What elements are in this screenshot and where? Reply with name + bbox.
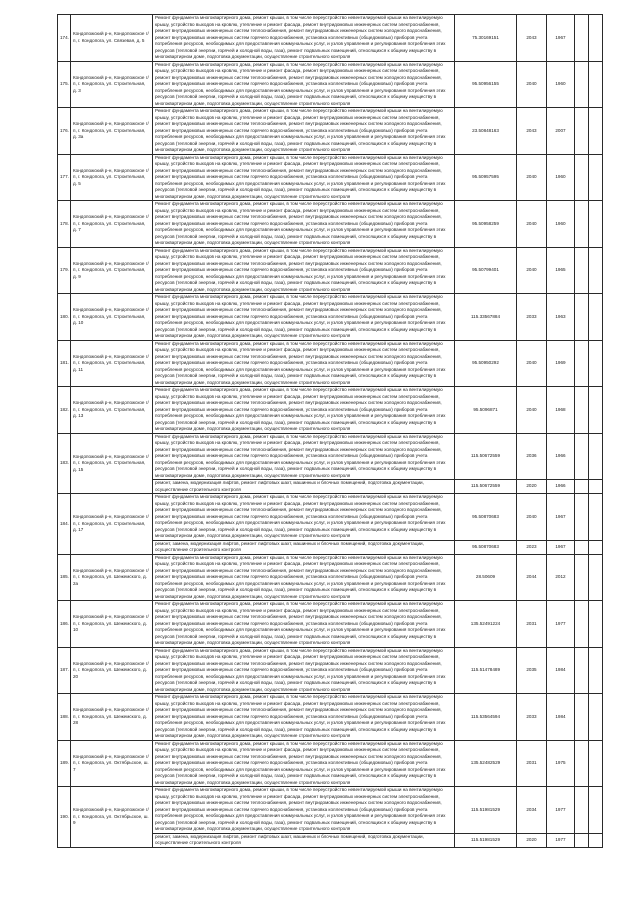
row-empty-cell bbox=[575, 294, 589, 341]
row-year-planned: 2034 bbox=[517, 787, 547, 834]
row-cost: 95.50799401 bbox=[455, 247, 517, 294]
table-row bbox=[58, 554, 603, 601]
row-cost: 115.50672559 bbox=[455, 433, 517, 480]
row-year-planned: 2031 bbox=[517, 601, 547, 648]
row-empty-cell bbox=[575, 61, 589, 108]
row-empty-cell bbox=[575, 787, 589, 834]
table-row bbox=[58, 387, 603, 434]
row-year-planned: 2033 bbox=[517, 694, 547, 741]
subrow-work-description: ремонт, замена, модернизация лифтов, ремонт лифтовых шахт, машинных и блочных помещений, подготовка документации, осуществление строительного контроля bbox=[153, 540, 455, 554]
row-address: Кондопожский р-н, Кондопожское г/п, г. Кондопога, ул. Строительная, д. 11 bbox=[71, 340, 153, 387]
table-row bbox=[58, 494, 603, 541]
subrow-year-built: 1967 bbox=[547, 540, 575, 554]
table-row bbox=[58, 154, 603, 201]
row-work-description: Ремонт фундамента многоквартирного дома, ремонт крыши, в том числе переустройство невентилируемой крыши на вентилируемую крышу, устройство выходов на кровлю, утепление и ремонт фасада, ремонт внутридомовых инженерных систем электроснабжения, ремонт внутридомовых инженерных систем теплоснабжения, ремонт внутридомовых инженерных систем холодного водоснабжения, ремонт внутридомовых инженерных систем горячего водоснабжения, установка коллективных (общедомовых) приборов учета потребления ресурсов, необходимых для предоставления коммунальных услуг, и узлов управления и регулирования потребления этих ресурсов (тепловой энергии, горячей и холодной воды, газа), ремонт подвальных помещений, относящихся к общему имуществу в многоквартирном доме, подготовка документации, осуществление строительного контроля bbox=[153, 340, 455, 387]
row-empty-cell bbox=[575, 247, 589, 294]
row-address: Кондопожский р-н, Кондопожское г/п, г. Кондопога, ул. Строительная, д. 3а bbox=[71, 108, 153, 155]
table-row bbox=[58, 294, 603, 341]
row-address: Кондопожский р-н, Кондопожское г/п, г. Кондопога, ул. Шежемского, д. 10 bbox=[71, 601, 153, 648]
row-empty-cell bbox=[589, 61, 603, 108]
subrow-work-description: ремонт, замена, модернизация лифтов, ремонт лифтовых шахт, машинных и блочных помещений, подготовка документации, осуществление строительного контроля bbox=[153, 480, 455, 494]
row-work-description: Ремонт фундамента многоквартирного дома, ремонт крыши, в том числе переустройство невентилируемой крыши на вентилируемую крышу, устройство выходов на кровлю, утепление и ремонт фасада, ремонт внутридомовых инженерных систем электроснабжения, ремонт внутридомовых инженерных систем теплоснабжения, ремонт внутридомовых инженерных систем холодного водоснабжения, ремонт внутридомовых инженерных систем горячего водоснабжения, установка коллективных (общедомовых) приборов учета потребления ресурсов, необходимых для предоставления коммунальных услуг, и узлов управления и регулирования потребления этих ресурсов (тепловой энергии, горячей и холодной воды, газа), ремонт подвальных помещений, относящихся к общему имуществу в многоквартирном доме, подготовка документации, осуществление строительного контроля bbox=[153, 647, 455, 694]
row-work-description: Ремонт фундамента многоквартирного дома, ремонт крыши, в том числе переустройство невентилируемой крыши на вентилируемую крышу, устройство выходов на кровлю, утепление и ремонт фасада, ремонт внутридомовых инженерных систем электроснабжения, ремонт внутридомовых инженерных систем теплоснабжения, ремонт внутридомовых инженерных систем холодного водоснабжения, ремонт внутридомовых инженерных систем горячего водоснабжения, установка коллективных (общедомовых) приборов учета потребления ресурсов, необходимых для предоставления коммунальных услуг, и узлов управления и регулирования потребления этих ресурсов (тепловой энергии, горячей и холодной воды, газа), ремонт подвальных помещений, относящихся к общему имуществу в многоквартирном доме, подготовка документации, осуществление строительного контроля bbox=[153, 154, 455, 201]
subrow-empty-cell bbox=[589, 540, 603, 554]
row-empty-cell bbox=[589, 694, 603, 741]
table-row bbox=[58, 787, 603, 834]
row-empty-cell bbox=[589, 108, 603, 155]
row-address: Кондопожский р-н, Кондопожское г/п, г. Кондопога, ул. Строительная, д. 9 bbox=[71, 247, 153, 294]
subrow-work-description: ремонт, замена, модернизация лифтов, ремонт лифтовых шахт, машинных и блочных помещений, подготовка документации, осуществление строительного контроля bbox=[153, 833, 455, 847]
row-empty-cell bbox=[575, 740, 589, 787]
row-cost: 135.52491224 bbox=[455, 601, 517, 648]
row-empty-cell bbox=[575, 494, 589, 541]
row-number: 175. bbox=[58, 61, 71, 108]
row-number: 176. bbox=[58, 108, 71, 155]
row-address: Кондопожский р-н, Кондопожское г/п, г. Кондопога, ул. Шежемского, д. 28 bbox=[71, 694, 153, 741]
row-work-description: Ремонт фундамента многоквартирного дома, ремонт крыши, в том числе переустройство невентилируемой крыши на вентилируемую крышу, устройство выходов на кровлю, утепление и ремонт фасада, ремонт внутридомовых инженерных систем электроснабжения, ремонт внутридомовых инженерных систем теплоснабжения, ремонт внутридомовых инженерных систем холодного водоснабжения, ремонт внутридомовых инженерных систем горячего водоснабжения, установка коллективных (общедомовых) приборов учета потребления ресурсов, необходимых для предоставления коммунальных услуг, и узлов управления и регулирования потребления этих ресурсов (тепловой энергии, горячей и холодной воды, газа), ремонт подвальных помещений, относящихся к общему имуществу в многоквартирном доме, подготовка документации, осуществление строительного контроля bbox=[153, 247, 455, 294]
table-row bbox=[58, 15, 603, 62]
row-work-description: Ремонт фундамента многоквартирного дома, ремонт крыши, в том числе переустройство невентилируемой крыши на вентилируемую крышу, устройство выходов на кровлю, утепление и ремонт фасада, ремонт внутридомовых инженерных систем электроснабжения, ремонт внутридомовых инженерных систем теплоснабжения, ремонт внутридомовых инженерных систем холодного водоснабжения, ремонт внутридомовых инженерных систем горячего водоснабжения, установка коллективных (общедомовых) приборов учета потребления ресурсов, необходимых для предоставления коммунальных услуг, и узлов управления и регулирования потребления этих ресурсов (тепловой энергии, горячей и холодной воды, газа), ремонт подвальных помещений, относящихся к общему имуществу в многоквартирном доме, подготовка документации, осуществление строительного контроля bbox=[153, 294, 455, 341]
row-address: Кондопожский р-н, Кондопожское г/п, г. Кондопога, ул. Шежемского, д. 20 bbox=[71, 647, 153, 694]
row-year-built: 1960 bbox=[547, 154, 575, 201]
row-empty-cell bbox=[589, 15, 603, 62]
table-row bbox=[58, 694, 603, 741]
row-cost: 115.51981529 bbox=[455, 787, 517, 834]
row-address: Кондопожский р-н, Кондопожское г/п, г. Кондопога, ул. Строительная, д. 7 bbox=[71, 201, 153, 248]
row-number: 178. bbox=[58, 201, 71, 248]
row-empty-cell bbox=[575, 554, 589, 601]
row-number: 182. bbox=[58, 387, 71, 434]
row-address: Кондопожский р-н, Кондопожское г/п, г. Кондопога, ул. Строительная, д. 17 bbox=[71, 494, 153, 555]
row-work-description: Ремонт фундамента многоквартирного дома, ремонт крыши, в том числе переустройство невентилируемой крыши на вентилируемую крышу, устройство выходов на кровлю, утепление и ремонт фасада, ремонт внутридомовых инженерных систем электроснабжения, ремонт внутридомовых инженерных систем теплоснабжения, ремонт внутридомовых инженерных систем холодного водоснабжения, ремонт внутридомовых инженерных систем горячего водоснабжения, установка коллективных (общедомовых) приборов учета потребления ресурсов, необходимых для предоставления коммунальных услуг, и узлов управления и регулирования потребления этих ресурсов (тепловой энергии, горячей и холодной воды, газа), ремонт подвальных помещений, относящихся к общему имуществу в многоквартирном доме, подготовка документации, осуществление строительного контроля bbox=[153, 201, 455, 248]
row-cost: 115.53564594 bbox=[455, 694, 517, 741]
row-empty-cell bbox=[575, 601, 589, 648]
row-empty-cell bbox=[575, 15, 589, 62]
row-year-built: 1977 bbox=[547, 601, 575, 648]
row-empty-cell bbox=[589, 294, 603, 341]
row-year-planned: 2036 bbox=[517, 433, 547, 480]
table-row bbox=[58, 247, 603, 294]
subrow-year-planned: 2023 bbox=[517, 540, 547, 554]
row-year-built: 1984 bbox=[547, 694, 575, 741]
row-cost: 95.50958259 bbox=[455, 201, 517, 248]
row-address: Кондопожский р-н, Кондопожское г/п, г. Кондопога, ул. Связевая, д. 5 bbox=[71, 15, 153, 62]
row-number: 184. bbox=[58, 494, 71, 555]
row-empty-cell bbox=[589, 601, 603, 648]
row-year-planned: 2040 bbox=[517, 494, 547, 541]
row-cost: 95.50957595 bbox=[455, 154, 517, 201]
row-number: 185. bbox=[58, 554, 71, 601]
row-work-description: Ремонт фундамента многоквартирного дома, ремонт крыши, в том числе переустройство невентилируемой крыши на вентилируемую крышу, устройство выходов на кровлю, утепление и ремонт фасада, ремонт внутридомовых инженерных систем электроснабжения, ремонт внутридомовых инженерных систем теплоснабжения, ремонт внутридомовых инженерных систем холодного водоснабжения, ремонт внутридомовых инженерных систем горячего водоснабжения, установка коллективных (общедомовых) приборов учета потребления ресурсов, необходимых для предоставления коммунальных услуг, и узлов управления и регулирования потребления этих ресурсов (тепловой энергии, горячей и холодной воды, газа), ремонт подвальных помещений, относящихся к общему имуществу в многоквартирном доме, подготовка документации, осуществление строительного контроля bbox=[153, 15, 455, 62]
table-row bbox=[58, 201, 603, 248]
row-empty-cell bbox=[589, 340, 603, 387]
row-number: 186. bbox=[58, 601, 71, 648]
table-body bbox=[58, 15, 603, 848]
subrow-empty-cell bbox=[589, 833, 603, 847]
row-number: 174. bbox=[58, 15, 71, 62]
subrow-empty-cell bbox=[575, 833, 589, 847]
subrow-cost: 115.51981529 bbox=[455, 833, 517, 847]
row-year-built: 1968 bbox=[547, 387, 575, 434]
row-work-description: Ремонт фундамента многоквартирного дома, ремонт крыши, в том числе переустройство невентилируемой крыши на вентилируемую крышу, устройство выходов на кровлю, утепление и ремонт фасада, ремонт внутридомовых инженерных систем электроснабжения, ремонт внутридомовых инженерных систем теплоснабжения, ремонт внутридомовых инженерных систем холодного водоснабжения, ремонт внутридомовых инженерных систем горячего водоснабжения, установка коллективных (общедомовых) приборов учета потребления ресурсов, необходимых для предоставления коммунальных услуг, и узлов управления и регулирования потребления этих ресурсов (тепловой энергии, горячей и холодной воды, газа), ремонт подвальных помещений, относящихся к общему имуществу в многоквартирном доме, подготовка документации, осуществление строительного контроля bbox=[153, 740, 455, 787]
row-empty-cell bbox=[575, 154, 589, 201]
row-year-planned: 2033 bbox=[517, 294, 547, 341]
row-address: Кондопожский р-н, Кондопожское г/п, г. Кондопога, ул. Октябрьское, ш. 7 bbox=[71, 740, 153, 787]
row-empty-cell bbox=[589, 787, 603, 834]
row-cost: 23.50848163 bbox=[455, 108, 517, 155]
row-address: Кондопожский р-н, Кондопожское г/п, г. Кондопога, ул. Строительная, д. 5 bbox=[71, 154, 153, 201]
table-row bbox=[58, 740, 603, 787]
row-year-planned: 2040 bbox=[517, 154, 547, 201]
row-empty-cell bbox=[575, 387, 589, 434]
subrow-empty-cell bbox=[589, 480, 603, 494]
row-number: 190. bbox=[58, 787, 71, 848]
row-number: 181. bbox=[58, 340, 71, 387]
row-year-built: 1960 bbox=[547, 61, 575, 108]
row-cost: 75.30169151 bbox=[455, 15, 517, 62]
row-empty-cell bbox=[589, 387, 603, 434]
row-year-built: 2007 bbox=[547, 108, 575, 155]
row-number: 187. bbox=[58, 647, 71, 694]
row-year-built: 1960 bbox=[547, 201, 575, 248]
subrow-empty-cell bbox=[575, 540, 589, 554]
row-year-planned: 2040 bbox=[517, 387, 547, 434]
table-row bbox=[58, 433, 603, 480]
row-year-built: 1969 bbox=[547, 340, 575, 387]
row-address: Кондопожский р-н, Кондопожское г/п, г. Кондопога, ул. Строительная, д. 3 bbox=[71, 61, 153, 108]
row-empty-cell bbox=[575, 340, 589, 387]
subrow-year-built: 1977 bbox=[547, 833, 575, 847]
row-year-planned: 2043 bbox=[517, 108, 547, 155]
row-address: Кондопожский р-н, Кондопожское г/п, г. Кондопога, ул. Шежемского, д. 2а bbox=[71, 554, 153, 601]
row-empty-cell bbox=[589, 154, 603, 201]
row-empty-cell bbox=[575, 108, 589, 155]
row-work-description: Ремонт фундамента многоквартирного дома, ремонт крыши, в том числе переустройство невентилируемой крыши на вентилируемую крышу, устройство выходов на кровлю, утепление и ремонт фасада, ремонт внутридомовых инженерных систем электроснабжения, ремонт внутридомовых инженерных систем теплоснабжения, ремонт внутридомовых инженерных систем холодного водоснабжения, ремонт внутридомовых инженерных систем горячего водоснабжения, установка коллективных (общедомовых) приборов учета потребления ресурсов, необходимых для предоставления коммунальных услуг, и узлов управления и регулирования потребления этих ресурсов (тепловой энергии, горячей и холодной воды, газа), ремонт подвальных помещений, относящихся к общему имуществу в многоквартирном доме, подготовка документации, осуществление строительного контроля bbox=[153, 433, 455, 480]
row-address: Кондопожский р-н, Кондопожское г/п, г. Кондопога, ул. Строительная, д. 13 bbox=[71, 387, 153, 434]
row-empty-cell bbox=[575, 433, 589, 480]
table-row bbox=[58, 108, 603, 155]
row-cost: 115.51478489 bbox=[455, 647, 517, 694]
table-row bbox=[58, 340, 603, 387]
row-empty-cell bbox=[589, 554, 603, 601]
row-empty-cell bbox=[589, 201, 603, 248]
repair-program-table bbox=[57, 14, 603, 848]
row-number: 183. bbox=[58, 433, 71, 494]
subrow-cost: 115.50672559 bbox=[455, 480, 517, 494]
row-year-planned: 2040 bbox=[517, 340, 547, 387]
row-number: 189. bbox=[58, 740, 71, 787]
subrow-cost: 95.50870683 bbox=[455, 540, 517, 554]
row-cost: 95.5096871 bbox=[455, 387, 517, 434]
row-empty-cell bbox=[589, 647, 603, 694]
row-year-built: 2012 bbox=[547, 554, 575, 601]
row-year-planned: 2031 bbox=[517, 740, 547, 787]
row-address: Кондопожский р-н, Кондопожское г/п, г. Кондопога, ул. Строительная, д. 15 bbox=[71, 433, 153, 494]
row-year-planned: 2040 bbox=[517, 247, 547, 294]
row-empty-cell bbox=[575, 694, 589, 741]
row-year-built: 1977 bbox=[547, 787, 575, 834]
row-year-planned: 2044 bbox=[517, 554, 547, 601]
row-number: 180. bbox=[58, 294, 71, 341]
row-year-built: 1963 bbox=[547, 294, 575, 341]
row-year-built: 1984 bbox=[547, 647, 575, 694]
row-cost: 115.33567884 bbox=[455, 294, 517, 341]
row-year-built: 1967 bbox=[547, 494, 575, 541]
row-empty-cell bbox=[589, 494, 603, 541]
row-work-description: Ремонт фундамента многоквартирного дома, ремонт крыши, в том числе переустройство невентилируемой крыши на вентилируемую крышу, устройство выходов на кровлю, утепление и ремонт фасада, ремонт внутридомовых инженерных систем электроснабжения, ремонт внутридомовых инженерных систем теплоснабжения, ремонт внутридомовых инженерных систем холодного водоснабжения, ремонт внутридомовых инженерных систем горячего водоснабжения, установка коллективных (общедомовых) приборов учета потребления ресурсов, необходимых для предоставления коммунальных услуг, и узлов управления и регулирования потребления этих ресурсов (тепловой энергии, горячей и холодной воды, газа), ремонт подвальных помещений, относящихся к общему имуществу в многоквартирном доме, подготовка документации, осуществление строительного контроля bbox=[153, 601, 455, 648]
row-cost: 135.52482529 bbox=[455, 740, 517, 787]
row-number: 177. bbox=[58, 154, 71, 201]
table-row bbox=[58, 601, 603, 648]
row-year-built: 1965 bbox=[547, 247, 575, 294]
row-work-description: Ремонт фундамента многоквартирного дома, ремонт крыши, в том числе переустройство невентилируемой крыши на вентилируемую крышу, устройство выходов на кровлю, утепление и ремонт фасада, ремонт внутридомовых инженерных систем электроснабжения, ремонт внутридомовых инженерных систем теплоснабжения, ремонт внутридомовых инженерных систем холодного водоснабжения, ремонт внутридомовых инженерных систем горячего водоснабжения, установка коллективных (общедомовых) приборов учета потребления ресурсов, необходимых для предоставления коммунальных услуг, и узлов управления и регулирования потребления этих ресурсов (тепловой энергии, горячей и холодной воды, газа), ремонт подвальных помещений, относящихся к общему имуществу в многоквартирном доме, подготовка документации, осуществление строительного контроля bbox=[153, 61, 455, 108]
row-year-planned: 2043 bbox=[517, 15, 547, 62]
table-row bbox=[58, 61, 603, 108]
subrow-year-planned: 2020 bbox=[517, 480, 547, 494]
subrow-empty-cell bbox=[575, 480, 589, 494]
row-year-planned: 2040 bbox=[517, 201, 547, 248]
row-work-description: Ремонт фундамента многоквартирного дома, ремонт крыши, в том числе переустройство невентилируемой крыши на вентилируемую крышу, устройство выходов на кровлю, утепление и ремонт фасада, ремонт внутридомовых инженерных систем электроснабжения, ремонт внутридомовых инженерных систем теплоснабжения, ремонт внутридомовых инженерных систем холодного водоснабжения, ремонт внутридомовых инженерных систем горячего водоснабжения, установка коллективных (общедомовых) приборов учета потребления ресурсов, необходимых для предоставления коммунальных услуг, и узлов управления и регулирования потребления этих ресурсов (тепловой энергии, горячей и холодной воды, газа), ремонт подвальных помещений, относящихся к общему имуществу в многоквартирном доме, подготовка документации, осуществление строительного контроля bbox=[153, 387, 455, 434]
subrow-year-built: 1966 bbox=[547, 480, 575, 494]
row-year-planned: 2040 bbox=[517, 61, 547, 108]
row-work-description: Ремонт фундамента многоквартирного дома, ремонт крыши, в том числе переустройство невентилируемой крыши на вентилируемую крышу, устройство выходов на кровлю, утепление и ремонт фасада, ремонт внутридомовых инженерных систем электроснабжения, ремонт внутридомовых инженерных систем теплоснабжения, ремонт внутридомовых инженерных систем холодного водоснабжения, ремонт внутридомовых инженерных систем горячего водоснабжения, установка коллективных (общедомовых) приборов учета потребления ресурсов, необходимых для предоставления коммунальных услуг, и узлов управления и регулирования потребления этих ресурсов (тепловой энергии, горячей и холодной воды, газа), ремонт подвальных помещений, относящихся к общему имуществу в многоквартирном доме, подготовка документации, осуществление строительного контроля bbox=[153, 787, 455, 834]
row-empty-cell bbox=[589, 740, 603, 787]
row-cost: 95.50950292 bbox=[455, 340, 517, 387]
subrow-year-planned: 2020 bbox=[517, 833, 547, 847]
row-year-planned: 2035 bbox=[517, 647, 547, 694]
row-address: Кондопожский р-н, Кондопожское г/п, г. Кондопога, ул. Строительная, д. 10 bbox=[71, 294, 153, 341]
row-year-built: 1966 bbox=[547, 433, 575, 480]
row-number: 188. bbox=[58, 694, 71, 741]
row-work-description: Ремонт фундамента многоквартирного дома, ремонт крыши, в том числе переустройство невентилируемой крыши на вентилируемую крышу, устройство выходов на кровлю, утепление и ремонт фасада, ремонт внутридомовых инженерных систем электроснабжения, ремонт внутридомовых инженерных систем теплоснабжения, ремонт внутридомовых инженерных систем холодного водоснабжения, ремонт внутридомовых инженерных систем горячего водоснабжения, установка коллективных (общедомовых) приборов учета потребления ресурсов, необходимых для предоставления коммунальных услуг, и узлов управления и регулирования потребления этих ресурсов (тепловой энергии, горячей и холодной воды, газа), ремонт подвальных помещений, относящихся к общему имуществу в многоквартирном доме, подготовка документации, осуществление строительного контроля bbox=[153, 694, 455, 741]
row-address: Кондопожский р-н, Кондопожское г/п, г. Кондопога, ул. Октябрьское, ш. 9 bbox=[71, 787, 153, 848]
row-empty-cell bbox=[575, 201, 589, 248]
row-year-built: 1975 bbox=[547, 740, 575, 787]
row-empty-cell bbox=[589, 433, 603, 480]
row-cost: 95.50870683 bbox=[455, 494, 517, 541]
row-number: 179. bbox=[58, 247, 71, 294]
row-year-built: 1967 bbox=[547, 15, 575, 62]
row-cost: 28.50609 bbox=[455, 554, 517, 601]
row-empty-cell bbox=[589, 247, 603, 294]
row-work-description: Ремонт фундамента многоквартирного дома, ремонт крыши, в том числе переустройство невентилируемой крыши на вентилируемую крышу, устройство выходов на кровлю, утепление и ремонт фасада, ремонт внутридомовых инженерных систем электроснабжения, ремонт внутридомовых инженерных систем теплоснабжения, ремонт внутридомовых инженерных систем холодного водоснабжения, ремонт внутридомовых инженерных систем горячего водоснабжения, установка коллективных (общедомовых) приборов учета потребления ресурсов, необходимых для предоставления коммунальных услуг, и узлов управления и регулирования потребления этих ресурсов (тепловой энергии, горячей и холодной воды, газа), ремонт подвальных помещений, относящихся к общему имуществу в многоквартирном доме, подготовка документации, осуществление строительного контроля bbox=[153, 554, 455, 601]
row-work-description: Ремонт фундамента многоквартирного дома, ремонт крыши, в том числе переустройство невентилируемой крыши на вентилируемую крышу, устройство выходов на кровлю, утепление и ремонт фасада, ремонт внутридомовых инженерных систем электроснабжения, ремонт внутридомовых инженерных систем теплоснабжения, ремонт внутридомовых инженерных систем холодного водоснабжения, ремонт внутридомовых инженерных систем горячего водоснабжения, установка коллективных (общедомовых) приборов учета потребления ресурсов, необходимых для предоставления коммунальных услуг, и узлов управления и регулирования потребления этих ресурсов (тепловой энергии, горячей и холодной воды, газа), ремонт подвальных помещений, относящихся к общему имуществу в многоквартирном доме, подготовка документации, осуществление строительного контроля bbox=[153, 494, 455, 541]
row-work-description: Ремонт фундамента многоквартирного дома, ремонт крыши, в том числе переустройство невентилируемой крыши на вентилируемую крышу, устройство выходов на кровлю, утепление и ремонт фасада, ремонт внутридомовых инженерных систем электроснабжения, ремонт внутридомовых инженерных систем теплоснабжения, ремонт внутридомовых инженерных систем холодного водоснабжения, ремонт внутридомовых инженерных систем горячего водоснабжения, установка коллективных (общедомовых) приборов учета потребления ресурсов, необходимых для предоставления коммунальных услуг, и узлов управления и регулирования потребления этих ресурсов (тепловой энергии, горячей и холодной воды, газа), ремонт подвальных помещений, относящихся к общему имуществу в многоквартирном доме, подготовка документации, осуществление строительного контроля bbox=[153, 108, 455, 155]
table-row bbox=[58, 647, 603, 694]
row-cost: 95.50956155 bbox=[455, 61, 517, 108]
row-empty-cell bbox=[575, 647, 589, 694]
